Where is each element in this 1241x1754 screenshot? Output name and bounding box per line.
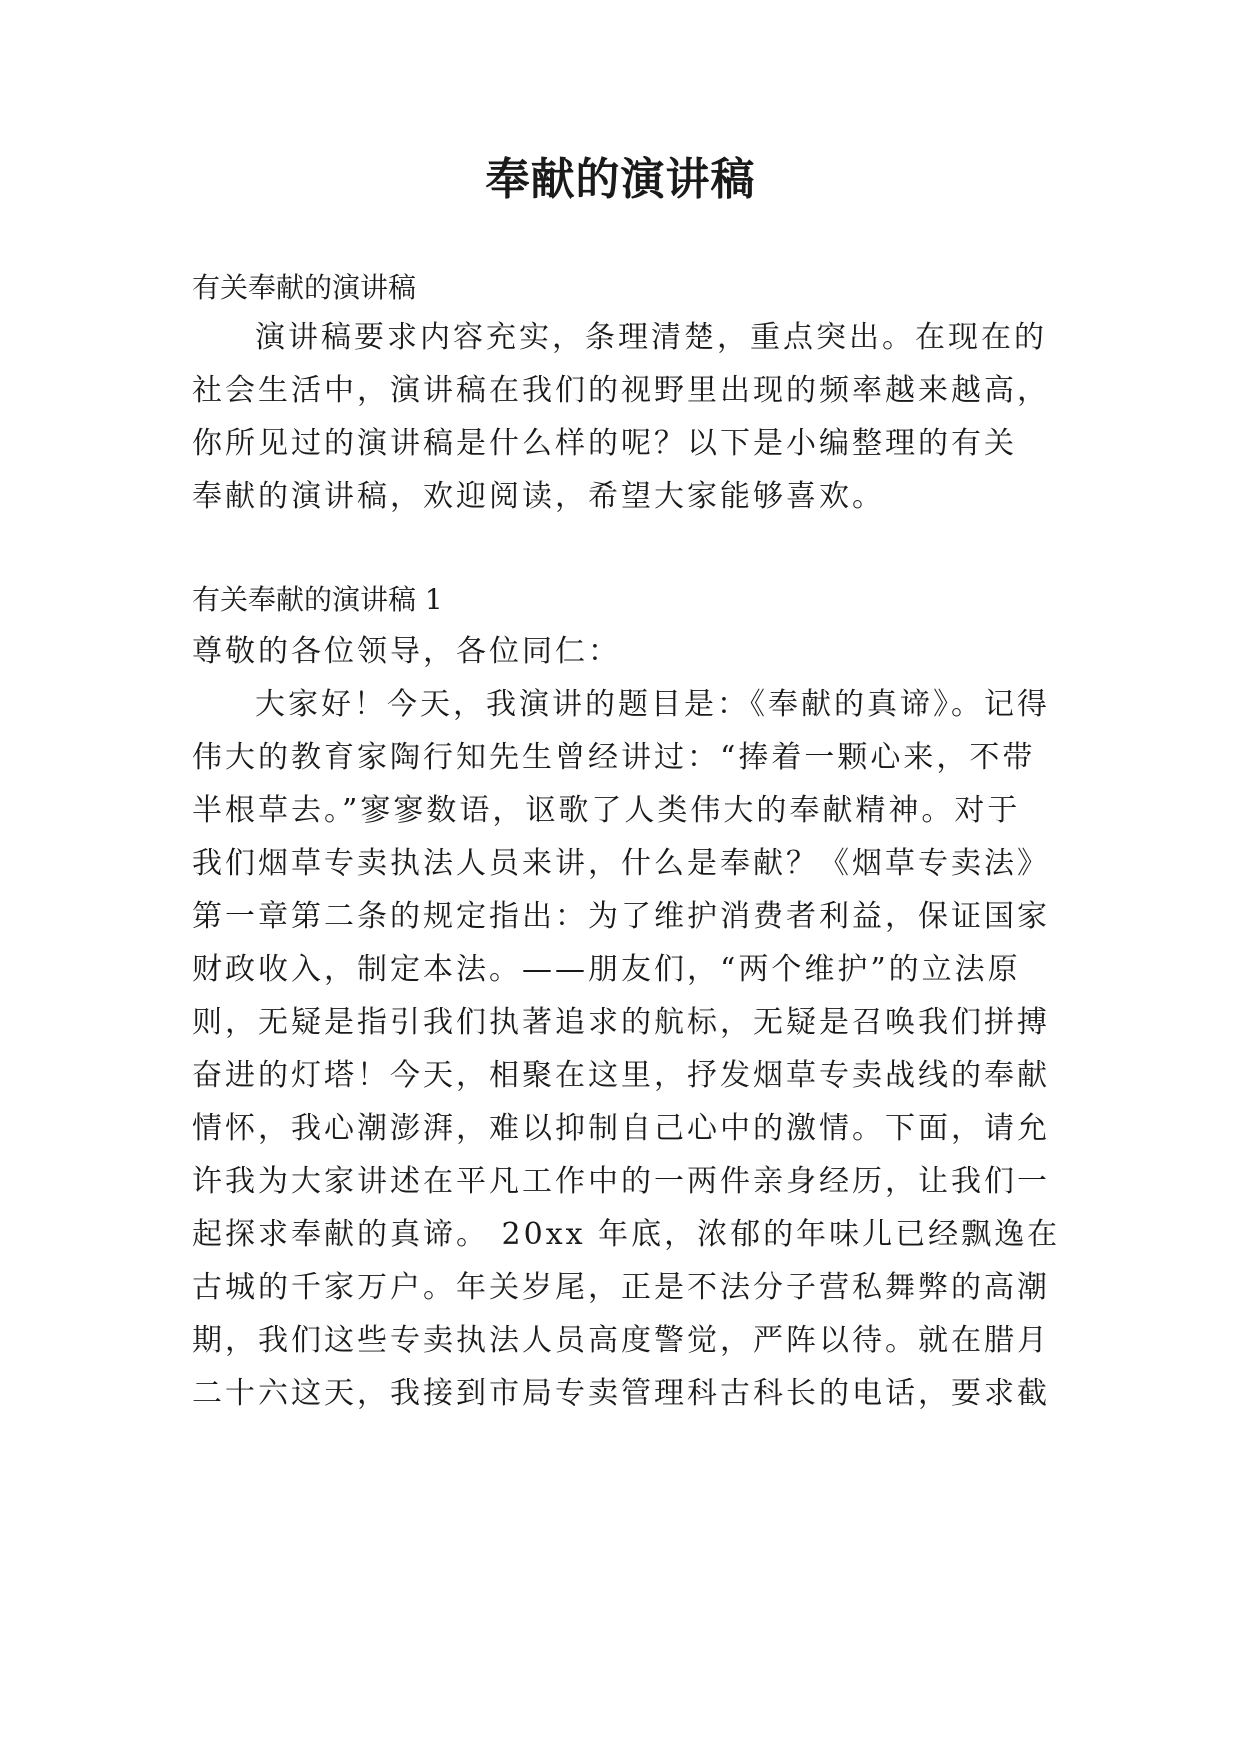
body-line: 第一章第二条的规定指出：为了维护消费者利益，保证国家 <box>192 899 1050 934</box>
body-line: 二十六这天，我接到市局专卖管理科古科长的电话，要求截 <box>192 1376 1050 1411</box>
body-line: 伟大的教育家陶行知先生曾经讲过：“捧着一颗心来，不带 <box>192 740 1036 775</box>
body-line: 大家好！今天，我演讲的题目是：《奉献的真谛》。记得 <box>255 687 1050 722</box>
body-line: 奋进的灯塔！今天，相聚在这里，抒发烟草专卖战线的奉献 <box>192 1058 1050 1093</box>
body-line: 财政收入，制定本法。——朋友们，“两个维护”的立法原 <box>192 952 1021 987</box>
body-line: 古城的千家万户。年关岁尾，正是不法分子营私舞弊的高潮 <box>192 1270 1050 1305</box>
salutation: 尊敬的各位领导，各位同仁： <box>192 634 621 669</box>
body-line: 起探求奉献的真谛。 20xx 年底，浓郁的年味儿已经飘逸在 <box>192 1217 1061 1252</box>
document-title: 奉献的演讲稿 <box>485 154 756 205</box>
body-line: 许我为大家讲述在平凡工作中的一两件亲身经历，让我们一 <box>192 1164 1050 1199</box>
intro-line: 奉献的演讲稿，欢迎阅读，希望大家能够喜欢。 <box>192 479 885 514</box>
intro-line: 你所见过的演讲稿是什么样的呢？以下是小编整理的有关 <box>192 426 1017 461</box>
intro-line: 社会生活中，演讲稿在我们的视野里出现的频率越来越高， <box>192 373 1050 408</box>
body-line: 则，无疑是指引我们执著追求的航标，无疑是召唤我们拼搏 <box>192 1005 1050 1040</box>
body-line: 期，我们这些专卖执法人员高度警觉，严阵以待。就在腊月 <box>192 1323 1050 1358</box>
section-heading: 有关奉献的演讲稿 1 <box>192 583 443 616</box>
body-line: 半根草去。”寥寥数语，讴歌了人类伟大的奉献精神。对于 <box>192 793 1021 828</box>
body-line: 我们烟草专卖执法人员来讲，什么是奉献？《烟草专卖法》 <box>192 846 1050 881</box>
body-line: 情怀，我心潮澎湃，难以抑制自己心中的激情。下面，请允 <box>192 1111 1050 1146</box>
subtitle: 有关奉献的演讲稿 <box>192 271 417 304</box>
intro-line: 演讲稿要求内容充实，条理清楚，重点突出。在现在的 <box>255 320 1047 355</box>
